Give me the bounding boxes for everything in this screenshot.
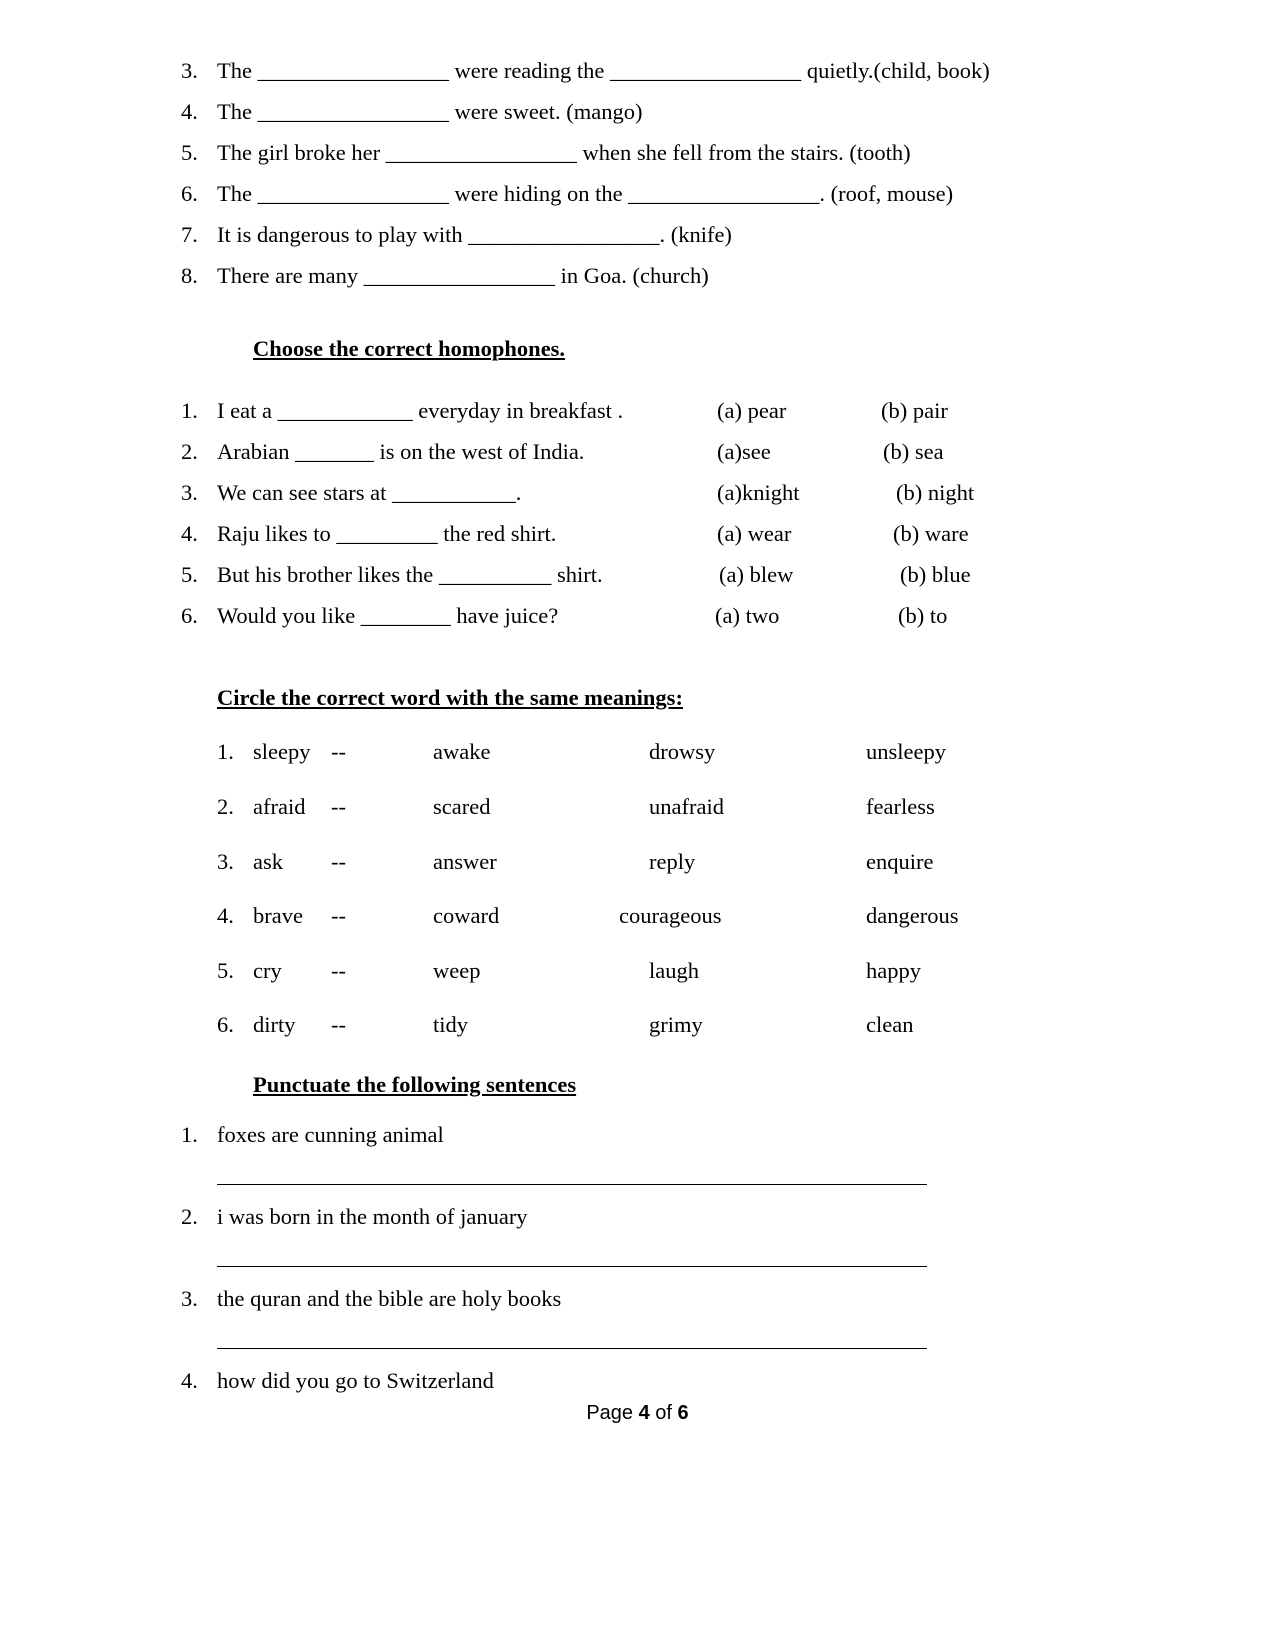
- page-footer: [0, 1403, 1275, 1423]
- synonym-separator: --: [331, 903, 346, 928]
- synonym-option-1[interactable]: weep: [433, 958, 481, 983]
- synonym-word: ask: [253, 849, 283, 874]
- synonym-option-2[interactable]: drowsy: [649, 739, 716, 764]
- synonym-item-number: 1.: [217, 739, 234, 764]
- fill-item-number: 8.: [181, 263, 198, 288]
- synonym-separator: --: [331, 958, 346, 983]
- synonym-option-3[interactable]: happy: [866, 958, 921, 983]
- homophone-item-number: 3.: [181, 480, 198, 505]
- current-page-number: 4: [638, 1402, 650, 1424]
- synonym-item-number: 2.: [217, 794, 234, 819]
- synonym-option-3[interactable]: dangerous: [866, 903, 959, 928]
- punctuate-item-number: 2.: [181, 1204, 198, 1229]
- homophone-item-text: Arabian _______ is on the west of India.: [217, 439, 585, 464]
- synonym-option-1[interactable]: coward: [433, 903, 500, 928]
- fill-item-text: There are many _________________ in Goa. (church): [217, 263, 709, 288]
- homophone-option-b[interactable]: (b) sea: [883, 439, 944, 464]
- homophone-option-b[interactable]: (b) night: [896, 480, 975, 505]
- synonym-option-2[interactable]: reply: [649, 849, 696, 874]
- synonym-option-2[interactable]: grimy: [649, 1012, 703, 1037]
- synonym-option-2[interactable]: courageous: [619, 903, 722, 928]
- synonym-option-3[interactable]: fearless: [866, 794, 935, 819]
- homophone-option-a[interactable]: (a) pear: [717, 398, 787, 423]
- fill-item-number: 6.: [181, 181, 198, 206]
- synonym-option-3[interactable]: enquire: [866, 849, 934, 874]
- answer-line[interactable]: [217, 1348, 927, 1349]
- synonym-option-1[interactable]: answer: [433, 849, 497, 874]
- homophone-option-a[interactable]: (a) two: [715, 603, 780, 628]
- punctuate-item-text: foxes are cunning animal: [217, 1122, 444, 1147]
- fill-item-text: The _________________ were hiding on the _________________. (roof, mouse): [217, 181, 954, 206]
- homophone-item-text: Raju likes to _________ the red shirt.: [217, 521, 557, 546]
- synonym-separator: --: [331, 1012, 346, 1037]
- synonym-word: dirty: [253, 1012, 296, 1037]
- homophones-heading: Choose the correct homophones.: [253, 336, 566, 361]
- homophone-option-a[interactable]: (a) blew: [719, 562, 794, 587]
- fill-item-number: 5.: [181, 140, 198, 165]
- synonym-option-3[interactable]: clean: [866, 1012, 914, 1037]
- homophone-option-a[interactable]: (a)knight: [717, 480, 800, 505]
- homophone-item-number: 4.: [181, 521, 198, 546]
- synonym-word: sleepy: [253, 739, 311, 764]
- synonym-separator: --: [331, 739, 346, 764]
- punctuate-item-number: 4.: [181, 1368, 198, 1393]
- synonym-word: cry: [253, 958, 282, 983]
- synonym-item-number: 4.: [217, 903, 234, 928]
- homophone-item-number: 6.: [181, 603, 198, 628]
- fill-item-text: The _________________ were reading the _________________ quietly.(child, book): [217, 58, 990, 83]
- synonym-option-1[interactable]: awake: [433, 739, 491, 764]
- fill-item-text: The girl broke her _________________ when she fell from the stairs. (tooth): [217, 140, 911, 165]
- answer-line[interactable]: [217, 1184, 927, 1185]
- homophone-item-text: Would you like ________ have juice?: [217, 603, 559, 628]
- synonym-option-1[interactable]: tidy: [433, 1012, 469, 1037]
- synonym-item-number: 5.: [217, 958, 234, 983]
- synonym-item-number: 3.: [217, 849, 234, 874]
- total-pages-number: 6: [677, 1402, 689, 1424]
- punctuate-item-text: i was born in the month of january: [217, 1204, 528, 1229]
- fill-item-number: 7.: [181, 222, 198, 247]
- homophone-item-text: We can see stars at ___________.: [217, 480, 522, 505]
- synonym-item-number: 6.: [217, 1012, 234, 1037]
- synonym-word: afraid: [253, 794, 306, 819]
- of-label: of: [655, 1402, 672, 1424]
- punctuate-heading: Punctuate the following sentences: [253, 1072, 577, 1097]
- homophone-item-number: 5.: [181, 562, 198, 587]
- punctuate-item-text: the quran and the bible are holy books: [217, 1286, 562, 1311]
- fill-item-text: It is dangerous to play with _________________. (knife): [217, 222, 732, 247]
- homophone-option-b[interactable]: (b) blue: [900, 562, 971, 587]
- synonyms-heading: Circle the correct word with the same meanings:: [217, 685, 683, 710]
- punctuate-item-number: 1.: [181, 1122, 198, 1147]
- punctuate-item-text: how did you go to Switzerland: [217, 1368, 494, 1393]
- homophone-item-number: 1.: [181, 398, 198, 423]
- homophone-item-text: I eat a ____________ everyday in breakfast .: [217, 398, 624, 423]
- fill-item-number: 4.: [181, 99, 198, 124]
- homophone-item-text: But his brother likes the __________ shirt.: [217, 562, 603, 587]
- synonym-word: brave: [253, 903, 303, 928]
- synonym-option-1[interactable]: scared: [433, 794, 491, 819]
- homophone-option-b[interactable]: (b) to: [898, 603, 948, 628]
- fill-item-number: 3.: [181, 58, 198, 83]
- punctuate-item-number: 3.: [181, 1286, 198, 1311]
- answer-line[interactable]: [217, 1266, 927, 1267]
- page-label: Page: [586, 1402, 634, 1424]
- homophone-option-a[interactable]: (a) wear: [717, 521, 792, 546]
- synonym-separator: --: [331, 849, 346, 874]
- synonym-separator: --: [331, 794, 346, 819]
- homophone-item-number: 2.: [181, 439, 198, 464]
- homophone-option-b[interactable]: (b) pair: [881, 398, 948, 423]
- synonym-option-2[interactable]: laugh: [649, 958, 699, 983]
- homophone-option-b[interactable]: (b) ware: [893, 521, 969, 546]
- synonym-option-2[interactable]: unafraid: [649, 794, 724, 819]
- synonym-option-3[interactable]: unsleepy: [866, 739, 946, 764]
- homophone-option-a[interactable]: (a)see: [717, 439, 771, 464]
- fill-item-text: The _________________ were sweet. (mango): [217, 99, 643, 124]
